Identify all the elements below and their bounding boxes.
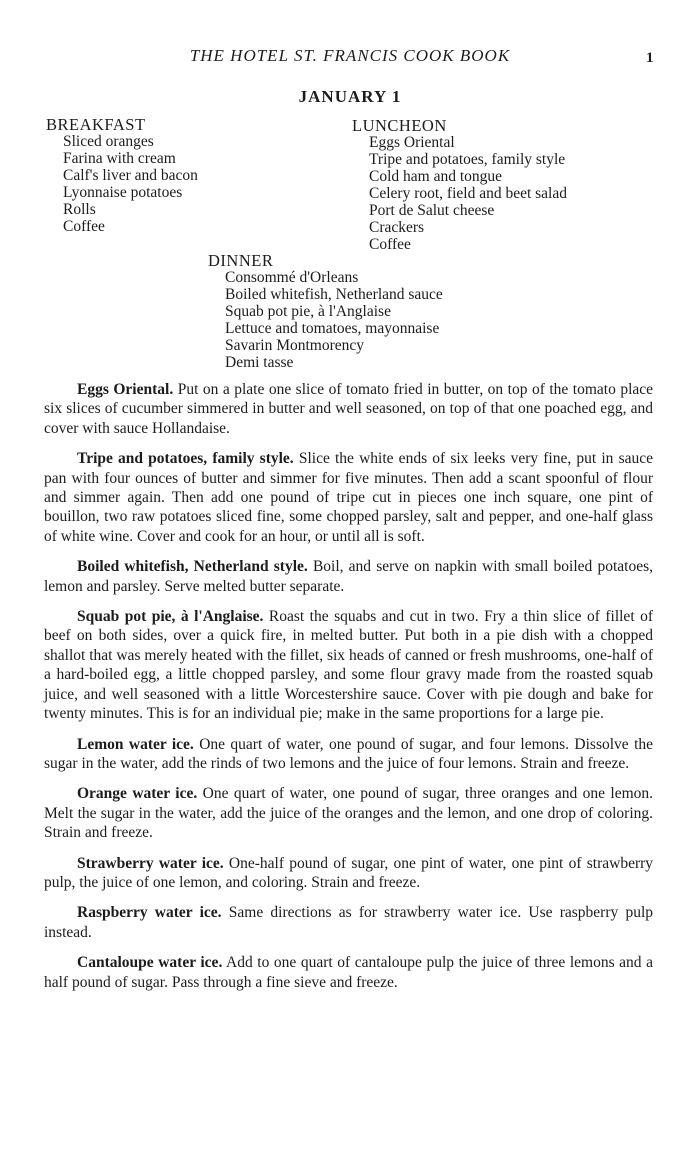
luncheon-item: Coffee bbox=[369, 236, 411, 253]
recipe-title: Boiled whitefish, Netherland style. bbox=[77, 558, 308, 576]
recipe-text: Same directions as for strawberry water ice. Use raspberry pulp instead. bbox=[44, 904, 653, 941]
recipe-text: Roast the squabs and cut in two. Fry a thin slice of fillet of beef on both sides, over a quick fire, in melted butter. Put both in a pie dish with a chopped shallot that was merely heated with the fillet, six heads of canned or fresh mushrooms, one-half of a hard-boiled egg, a little chopped parsley, and some flour gravy made from the roasted squab juice, and well seasoned with a little Worcestershire sauce. Cover with pie dough and bake for twenty minutes. This is for an individual pie; make in the same proportions for a large pie. bbox=[44, 608, 654, 723]
dinner-item: Boiled whitefish, Netherland sauce bbox=[225, 286, 443, 303]
recipe-paragraph bbox=[44, 449, 653, 546]
breakfast-item: Farina with cream bbox=[63, 150, 176, 167]
recipe-text: Boil, and serve on napkin with small boiled potatoes, lemon and parsley. Serve melted butter separate. bbox=[44, 558, 653, 595]
page-number: 1 bbox=[646, 50, 654, 66]
dinner-item: Lettuce and tomatoes, mayonnaise bbox=[225, 320, 440, 337]
running-title: THE HOTEL ST. FRANCIS COOK BOOK bbox=[189, 46, 511, 65]
luncheon-item: Port de Salut cheese bbox=[369, 202, 495, 219]
dinner-menu bbox=[208, 252, 443, 371]
recipes-section bbox=[44, 380, 653, 1003]
breakfast-item: Calf's liver and bacon bbox=[63, 167, 198, 184]
dinner-item: Consommé d'Orleans bbox=[225, 269, 359, 286]
luncheon-item: Eggs Oriental bbox=[369, 134, 455, 151]
recipe-paragraph bbox=[44, 953, 653, 992]
recipe-title: Lemon water ice. bbox=[77, 735, 194, 753]
recipe-title: Squab pot pie, à l'Anglaise. bbox=[77, 608, 264, 626]
recipe-title: Strawberry water ice. bbox=[77, 854, 224, 872]
recipe-paragraph bbox=[44, 854, 653, 893]
recipe-text: One quart of water, one pound of sugar, and four lemons. Dissolve the sugar in the water, add the rinds of two lemons and the juice of four lemons. Strain and freeze. bbox=[44, 735, 654, 772]
breakfast-item: Sliced oranges bbox=[63, 133, 154, 150]
recipe-text: Slice the white ends of six leeks very fine, put in sauce pan with four ounces of butter and simmer for five minutes. Then add a scant spoonful of flour and simmer again. Then add one pound of tripe cut in pieces one inch square, one pint of bouillon, two raw potatoes sliced fine, some chopped parsley, salt and pepper, and one-half glass of white wine. Cover and cook for an hour, or until all is soft. bbox=[44, 450, 654, 545]
recipe-text: Put on a plate one slice of tomato fried in butter, on top of the tomato place six slices of cucumber simmered in butter and well seasoned, on top of that one poached egg, and cover with sauce Hollandaise. bbox=[44, 381, 654, 437]
recipe-title: Tripe and potatoes, family style. bbox=[77, 450, 294, 468]
luncheon-title: LUNCHEON bbox=[352, 116, 447, 135]
recipe-paragraph bbox=[44, 607, 653, 723]
breakfast-title: BREAKFAST bbox=[46, 115, 146, 134]
recipe-paragraph bbox=[44, 380, 653, 438]
recipe-text: One-half pound of sugar, one pint of water, one pint of strawberry pulp, the juice of one lemon, and coloring. Strain and freeze. bbox=[44, 854, 654, 891]
luncheon-menu bbox=[352, 117, 567, 253]
recipe-title: Orange water ice. bbox=[77, 785, 198, 803]
recipe-paragraph bbox=[44, 784, 653, 842]
breakfast-item: Rolls bbox=[63, 201, 96, 218]
luncheon-item: Crackers bbox=[369, 219, 425, 236]
luncheon-item: Cold ham and tongue bbox=[369, 168, 503, 185]
dinner-item: Savarin Montmorency bbox=[225, 337, 365, 354]
dinner-item: Squab pot pie, à l'Anglaise bbox=[225, 303, 391, 320]
breakfast-menu bbox=[46, 116, 198, 235]
recipe-text: One quart of water, one pound of sugar, three oranges and one lemon. Melt the sugar in the water, add the juice of the oranges and the lemon, and one drop of coloring. Strain and freeze. bbox=[44, 785, 653, 842]
recipe-title: Cantaloupe water ice. bbox=[77, 954, 223, 972]
recipe-title: Eggs Oriental. bbox=[77, 381, 174, 398]
recipe-title: Raspberry water ice. bbox=[77, 904, 222, 922]
recipe-paragraph bbox=[44, 557, 653, 596]
breakfast-item: Lyonnaise potatoes bbox=[63, 184, 183, 201]
recipe-text: Add to one quart of cantaloupe pulp the juice of three lemons and a half pound of sugar. Pass through a fine sieve and freeze. bbox=[44, 954, 653, 991]
dinner-title: DINNER bbox=[208, 251, 274, 270]
recipe-paragraph bbox=[44, 903, 653, 942]
luncheon-item: Celery root, field and beet salad bbox=[369, 185, 567, 202]
breakfast-item: Coffee bbox=[63, 218, 105, 235]
recipe-paragraph bbox=[44, 735, 653, 774]
luncheon-item: Tripe and potatoes, family style bbox=[369, 151, 566, 168]
date-heading: JANUARY 1 bbox=[298, 87, 402, 106]
dinner-item: Demi tasse bbox=[225, 354, 294, 371]
